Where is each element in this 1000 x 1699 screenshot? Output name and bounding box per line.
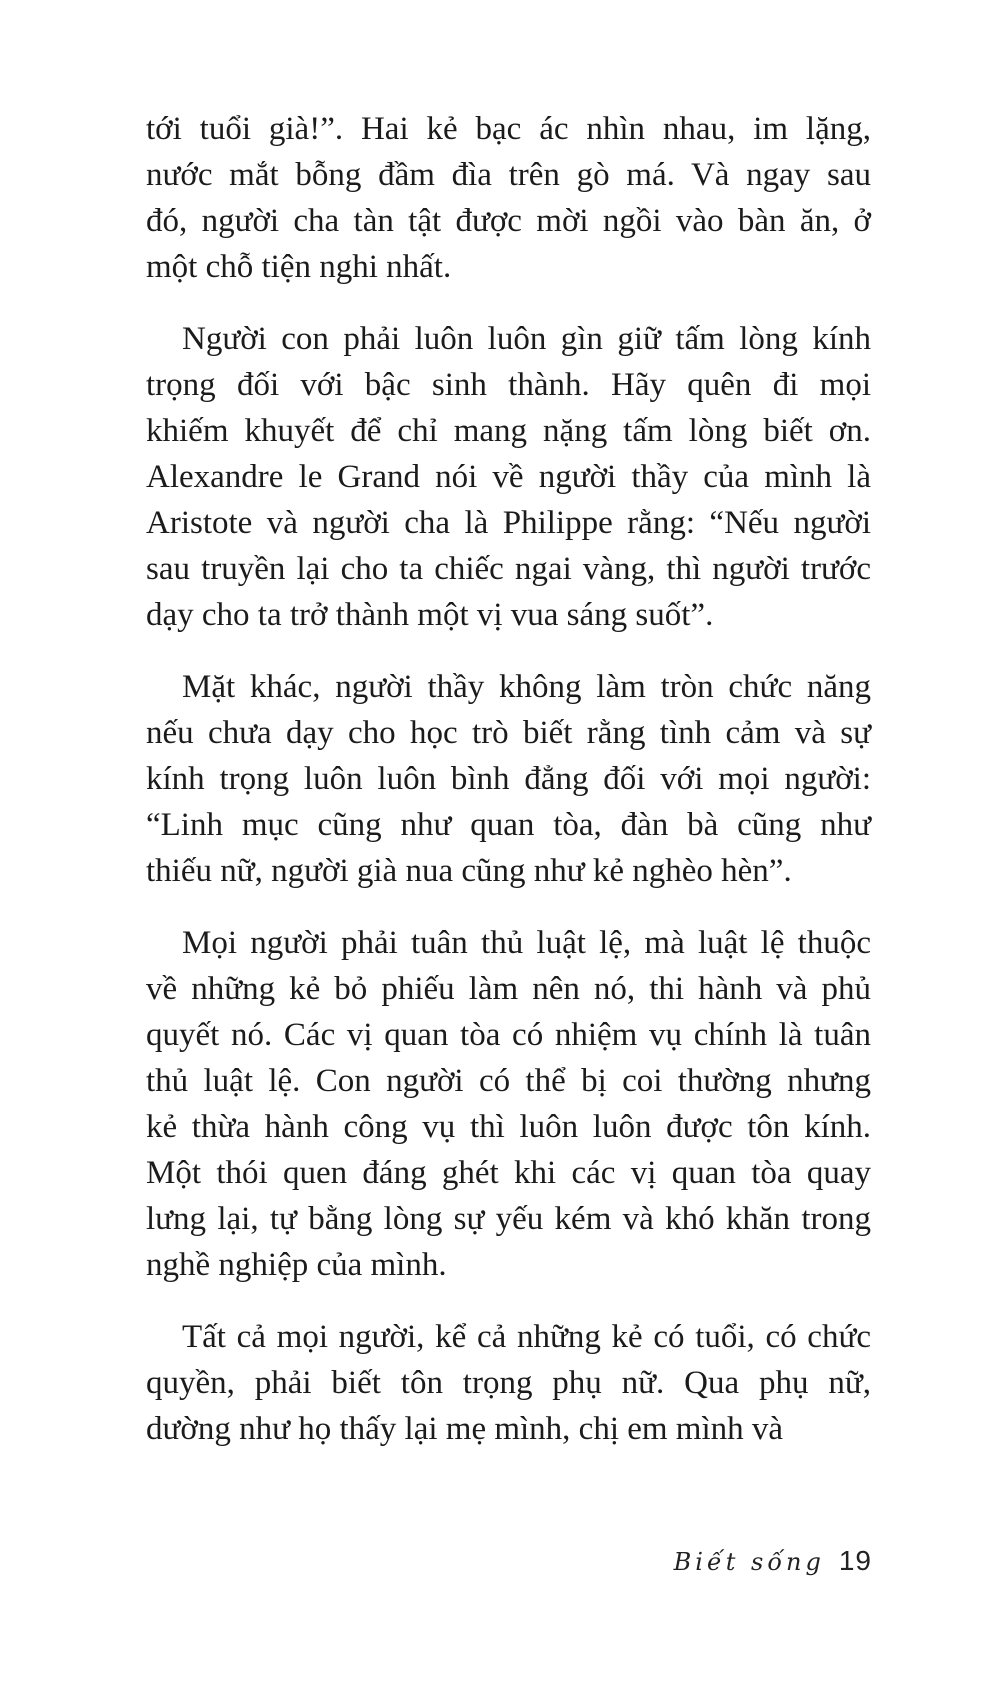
page-footer (674, 1545, 872, 1577)
text-line: khiếm khuyết để chỉ mang nặng tấm lòng biết ơn. (146, 413, 871, 449)
text-line: quyền, phải biết tôn trọng phụ nữ. Qua phụ nữ, (146, 1365, 871, 1401)
text-line: lưng lại, tự bằng lòng sự yếu kém và khó khăn trong (146, 1201, 871, 1237)
paragraph (146, 1314, 871, 1452)
text-line: tới tuổi già!”. Hai kẻ bạc ác nhìn nhau, im lặng, (146, 111, 871, 147)
text-line: quyết nó. Các vị quan tòa có nhiệm vụ chính là tuân (146, 1017, 871, 1053)
text-line: Aristote và người cha là Philippe rằng: “Nếu người (146, 505, 871, 541)
paragraph (146, 664, 871, 894)
text-line: Mặt khác, người thầy không làm tròn chức năng (182, 669, 871, 705)
text-line: nước mắt bỗng đầm đìa trên gò má. Và ngay sau (146, 157, 871, 193)
paragraph (146, 316, 871, 638)
body-text (146, 106, 871, 1478)
text-line: nghề nghiệp của mình. (146, 1247, 447, 1283)
text-line: dạy cho ta trở thành một vị vua sáng suốt”. (146, 597, 714, 633)
paragraph (146, 106, 871, 290)
text-line: sau truyền lại cho ta chiếc ngai vàng, thì người trước (146, 551, 871, 587)
text-line: dường như họ thấy lại mẹ mình, chị em mình và (146, 1411, 784, 1447)
paragraph (146, 920, 871, 1288)
text-line: thủ luật lệ. Con người có thể bị coi thường nhưng (146, 1063, 871, 1099)
text-line: Alexandre le Grand nói về người thầy của mình là (146, 459, 871, 495)
page-number: 19 (838, 1545, 872, 1576)
text-line: nếu chưa dạy cho học trò biết rằng tình cảm và sự (146, 715, 871, 751)
text-line: một chỗ tiện nghi nhất. (146, 249, 452, 285)
text-line: Tất cả mọi người, kể cả những kẻ có tuổi, có chức (182, 1319, 871, 1355)
text-line: kính trọng luôn luôn bình đẳng đối với mọi người: (146, 761, 871, 797)
text-line: Mọi người phải tuân thủ luật lệ, mà luật lệ thuộc (182, 925, 871, 961)
text-line: kẻ thừa hành công vụ thì luôn luôn được tôn kính. (146, 1109, 871, 1145)
text-line: “Linh mục cũng như quan tòa, đàn bà cũng như (146, 807, 871, 843)
text-line: thiếu nữ, người già nua cũng như kẻ nghèo hèn”. (146, 853, 792, 889)
text-line: Một thói quen đáng ghét khi các vị quan tòa quay (146, 1155, 871, 1191)
text-line: về những kẻ bỏ phiếu làm nên nó, thi hành và phủ (146, 971, 871, 1007)
running-title: Biết sống (673, 1548, 825, 1576)
text-line: trọng đối với bậc sinh thành. Hãy quên đi mọi (146, 367, 871, 403)
text-line: Người con phải luôn luôn gìn giữ tấm lòng kính (182, 321, 871, 357)
text-line: đó, người cha tàn tật được mời ngồi vào bàn ăn, ở (146, 203, 871, 239)
